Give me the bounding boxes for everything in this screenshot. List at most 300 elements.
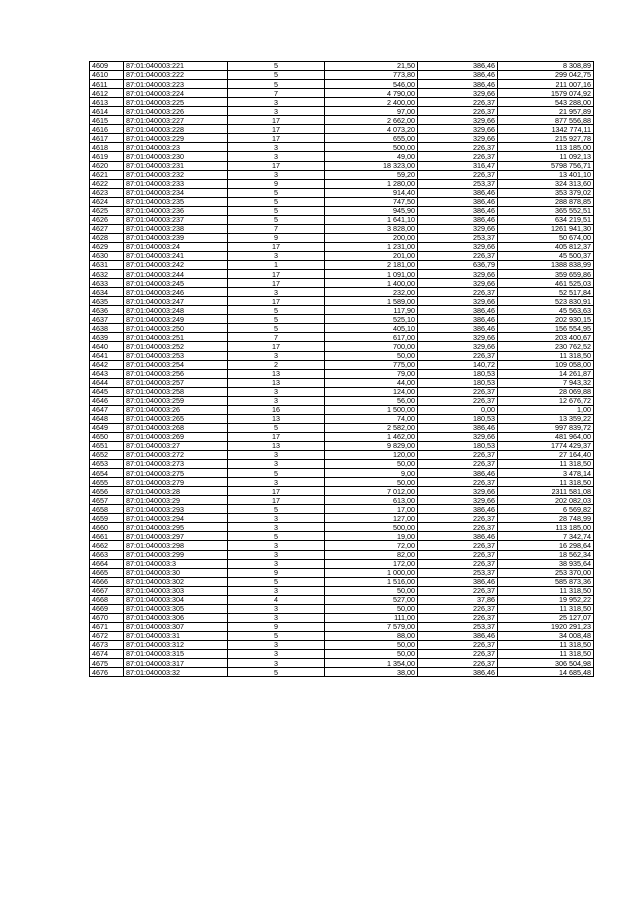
area-value: 50,00: [325, 586, 418, 595]
row-number: 4664: [90, 559, 124, 568]
area-value: 49,00: [325, 152, 418, 161]
cadastral-number: 87:01:040003:242: [124, 261, 228, 270]
table-row: [90, 396, 594, 405]
cadastral-number: 87:01:040003:236: [124, 206, 228, 215]
specific-value: 316,47: [418, 161, 498, 170]
area-value: 1 231,00: [325, 242, 418, 251]
specific-value: 180,53: [418, 441, 498, 450]
cadastral-value: 11 318,50: [498, 586, 594, 595]
table-row: [90, 324, 594, 333]
row-number: 4610: [90, 71, 124, 80]
table-row: [90, 197, 594, 206]
cadastral-number: 87:01:040003:230: [124, 152, 228, 161]
row-number: 4655: [90, 478, 124, 487]
specific-value: 226,37: [418, 107, 498, 116]
cadastral-number: 87:01:040003:23: [124, 143, 228, 152]
specific-value: 226,37: [418, 288, 498, 297]
specific-value: 636,79: [418, 261, 498, 270]
specific-value: 329,66: [418, 125, 498, 134]
table-row: [90, 577, 594, 586]
table-row: [90, 514, 594, 523]
area-value: 773,80: [325, 71, 418, 80]
class-code: 5: [228, 188, 325, 197]
class-code: 5: [228, 71, 325, 80]
row-number: 4646: [90, 396, 124, 405]
class-code: 5: [228, 324, 325, 333]
cadastral-value: 19 952,22: [498, 595, 594, 604]
class-code: 13: [228, 369, 325, 378]
cadastral-number: 87:01:040003:303: [124, 586, 228, 595]
area-value: 500,00: [325, 143, 418, 152]
table-row: [90, 469, 594, 478]
row-number: 4645: [90, 387, 124, 396]
cadastral-value: 13 359,22: [498, 414, 594, 423]
specific-value: 386,46: [418, 206, 498, 215]
cadastral-number: 87:01:040003:254: [124, 360, 228, 369]
cadastral-value: 18 562,34: [498, 550, 594, 559]
class-code: 5: [228, 197, 325, 206]
cadastral-number: 87:01:040003:294: [124, 514, 228, 523]
cadastral-value: 1388 838,99: [498, 261, 594, 270]
cadastral-number: 87:01:040003:249: [124, 315, 228, 324]
class-code: 17: [228, 342, 325, 351]
specific-value: 226,37: [418, 613, 498, 622]
area-value: 2 662,00: [325, 116, 418, 125]
cadastral-value: 877 556,88: [498, 116, 594, 125]
row-number: 4634: [90, 288, 124, 297]
area-value: 945,90: [325, 206, 418, 215]
cadastral-value: 365 552,51: [498, 206, 594, 215]
table-row: [90, 369, 594, 378]
class-code: 3: [228, 650, 325, 659]
cadastral-value: 202 930,15: [498, 315, 594, 324]
table-row: [90, 89, 594, 98]
area-value: 172,00: [325, 559, 418, 568]
area-value: 74,00: [325, 414, 418, 423]
cadastral-number: 87:01:040003:26: [124, 405, 228, 414]
row-number: 4614: [90, 107, 124, 116]
specific-value: 253,37: [418, 179, 498, 188]
row-number: 4621: [90, 170, 124, 179]
table-row: [90, 251, 594, 260]
row-number: 4672: [90, 631, 124, 640]
table-row: [90, 568, 594, 577]
cadastral-number: 87:01:040003:245: [124, 279, 228, 288]
table-row: [90, 206, 594, 215]
row-number: 4650: [90, 432, 124, 441]
specific-value: 226,37: [418, 559, 498, 568]
row-number: 4663: [90, 550, 124, 559]
specific-value: 180,53: [418, 369, 498, 378]
cadastral-value: 13 401,10: [498, 170, 594, 179]
specific-value: 386,46: [418, 577, 498, 586]
cadastral-value: 1920 291,23: [498, 622, 594, 631]
class-code: 3: [228, 613, 325, 622]
class-code: 3: [228, 170, 325, 179]
row-number: 4633: [90, 279, 124, 288]
cadastral-number: 87:01:040003:228: [124, 125, 228, 134]
table-row: [90, 261, 594, 270]
specific-value: 386,46: [418, 80, 498, 89]
table-row: [90, 215, 594, 224]
specific-value: 329,66: [418, 224, 498, 233]
cadastral-value: 353 379,02: [498, 188, 594, 197]
cadastral-number: 87:01:040003:231: [124, 161, 228, 170]
table-row: [90, 342, 594, 351]
class-code: 1: [228, 261, 325, 270]
cadastral-value: 997 839,72: [498, 423, 594, 432]
area-value: 50,00: [325, 604, 418, 613]
cadastral-value: 230 762,52: [498, 342, 594, 351]
table-row: [90, 460, 594, 469]
row-number: 4661: [90, 532, 124, 541]
cadastral-number: 87:01:040003:229: [124, 134, 228, 143]
class-code: 3: [228, 460, 325, 469]
cadastral-number: 87:01:040003:272: [124, 451, 228, 460]
cadastral-value: 324 313,60: [498, 179, 594, 188]
class-code: 3: [228, 251, 325, 260]
row-number: 4676: [90, 668, 124, 677]
area-value: 82,00: [325, 550, 418, 559]
specific-value: 329,66: [418, 487, 498, 496]
row-number: 4670: [90, 613, 124, 622]
specific-value: 329,66: [418, 496, 498, 505]
row-number: 4626: [90, 215, 124, 224]
cadastral-value: 1,00: [498, 405, 594, 414]
cadastral-value: 28 748,99: [498, 514, 594, 523]
row-number: 4628: [90, 233, 124, 242]
row-number: 4636: [90, 306, 124, 315]
class-code: 3: [228, 523, 325, 532]
table-row: [90, 496, 594, 505]
cadastral-number: 87:01:040003:30: [124, 568, 228, 577]
class-code: 4: [228, 595, 325, 604]
specific-value: 140,72: [418, 360, 498, 369]
cadastral-number: 87:01:040003:32: [124, 668, 228, 677]
row-number: 4616: [90, 125, 124, 134]
row-number: 4660: [90, 523, 124, 532]
row-number: 4629: [90, 242, 124, 251]
specific-value: 386,46: [418, 469, 498, 478]
specific-value: 226,37: [418, 586, 498, 595]
table-row: [90, 80, 594, 89]
cadastral-number: 87:01:040003:27: [124, 441, 228, 450]
cadastral-value: 11 318,50: [498, 641, 594, 650]
cadastral-value: 1579 074,92: [498, 89, 594, 98]
specific-value: 180,53: [418, 414, 498, 423]
cadastral-number: 87:01:040003:305: [124, 604, 228, 613]
area-value: 747,50: [325, 197, 418, 206]
cadastral-value: 306 504,98: [498, 659, 594, 668]
cadastral-number: 87:01:040003:317: [124, 659, 228, 668]
cadastral-value: 5798 756,71: [498, 161, 594, 170]
cadastral-value: 52 517,84: [498, 288, 594, 297]
cadastral-value: 27 164,40: [498, 451, 594, 460]
cadastral-number: 87:01:040003:306: [124, 613, 228, 622]
table-row: [90, 179, 594, 188]
cadastral-number: 87:01:040003:24: [124, 242, 228, 251]
cadastral-value: 1774 429,37: [498, 441, 594, 450]
cadastral-value: 45 563,63: [498, 306, 594, 315]
cadastral-value: 11 318,50: [498, 351, 594, 360]
row-number: 4644: [90, 378, 124, 387]
cadastral-value: 1342 774,11: [498, 125, 594, 134]
cadastral-value: 11 318,50: [498, 604, 594, 613]
specific-value: 226,37: [418, 523, 498, 532]
cadastral-number: 87:01:040003:233: [124, 179, 228, 188]
table-row: [90, 659, 594, 668]
row-number: 4620: [90, 161, 124, 170]
row-number: 4642: [90, 360, 124, 369]
cadastral-number: 87:01:040003:232: [124, 170, 228, 179]
area-value: 525,10: [325, 315, 418, 324]
table-row: [90, 668, 594, 677]
cadastral-number: 87:01:040003:295: [124, 523, 228, 532]
cadastral-number: 87:01:040003:297: [124, 532, 228, 541]
area-value: 56,00: [325, 396, 418, 405]
cadastral-value: 16 298,64: [498, 541, 594, 550]
table-row: [90, 541, 594, 550]
cadastral-value: 359 659,86: [498, 270, 594, 279]
cadastral-number: 87:01:040003:234: [124, 188, 228, 197]
cadastral-value: 25 127,07: [498, 613, 594, 622]
row-number: 4623: [90, 188, 124, 197]
cadastral-number: 87:01:040003:293: [124, 505, 228, 514]
table-row: [90, 478, 594, 487]
cadastral-value: 11 318,50: [498, 650, 594, 659]
table-row: [90, 188, 594, 197]
cadastral-number: 87:01:040003:259: [124, 396, 228, 405]
class-code: 5: [228, 532, 325, 541]
cadastral-value: 8 308,89: [498, 62, 594, 71]
cadastral-number: 87:01:040003:252: [124, 342, 228, 351]
row-number: 4651: [90, 441, 124, 450]
table-row: [90, 613, 594, 622]
cadastral-number: 87:01:040003:28: [124, 487, 228, 496]
specific-value: 386,46: [418, 631, 498, 640]
specific-value: 226,37: [418, 152, 498, 161]
row-number: 4643: [90, 369, 124, 378]
specific-value: 226,37: [418, 650, 498, 659]
specific-value: 386,46: [418, 315, 498, 324]
cadastral-value: 1261 941,30: [498, 224, 594, 233]
cadastral-number: 87:01:040003:221: [124, 62, 228, 71]
table-row: [90, 315, 594, 324]
table-row: [90, 297, 594, 306]
area-value: 613,00: [325, 496, 418, 505]
cadastral-value-table: [89, 61, 594, 677]
cadastral-number: 87:01:040003:223: [124, 80, 228, 89]
class-code: 3: [228, 152, 325, 161]
cadastral-number: 87:01:040003:241: [124, 251, 228, 260]
cadastral-number: 87:01:040003:227: [124, 116, 228, 125]
class-code: 3: [228, 351, 325, 360]
cadastral-number: 87:01:040003:244: [124, 270, 228, 279]
area-value: 617,00: [325, 333, 418, 342]
table-row: [90, 631, 594, 640]
specific-value: 226,37: [418, 460, 498, 469]
row-number: 4619: [90, 152, 124, 161]
class-code: 3: [228, 604, 325, 613]
specific-value: 329,66: [418, 297, 498, 306]
class-code: 9: [228, 179, 325, 188]
row-number: 4673: [90, 641, 124, 650]
area-value: 59,20: [325, 170, 418, 179]
row-number: 4635: [90, 297, 124, 306]
table-row: [90, 107, 594, 116]
class-code: 17: [228, 242, 325, 251]
cadastral-number: 87:01:040003:248: [124, 306, 228, 315]
table-row: [90, 595, 594, 604]
cadastral-number: 87:01:040003:251: [124, 333, 228, 342]
specific-value: 226,37: [418, 550, 498, 559]
class-code: 3: [228, 143, 325, 152]
table-row: [90, 125, 594, 134]
class-code: 3: [228, 550, 325, 559]
cadastral-number: 87:01:040003:235: [124, 197, 228, 206]
cadastral-number: 87:01:040003:238: [124, 224, 228, 233]
specific-value: 226,37: [418, 659, 498, 668]
cadastral-value: 14 685,48: [498, 668, 594, 677]
cadastral-value: 543 288,00: [498, 98, 594, 107]
area-value: 1 516,00: [325, 577, 418, 586]
specific-value: 329,66: [418, 270, 498, 279]
table-row: [90, 559, 594, 568]
class-code: 5: [228, 62, 325, 71]
row-number: 4653: [90, 460, 124, 469]
class-code: 3: [228, 659, 325, 668]
row-number: 4641: [90, 351, 124, 360]
table-row: [90, 523, 594, 532]
row-number: 4640: [90, 342, 124, 351]
cadastral-value: 7 943,32: [498, 378, 594, 387]
row-number: 4658: [90, 505, 124, 514]
specific-value: 329,66: [418, 279, 498, 288]
specific-value: 0,00: [418, 405, 498, 414]
specific-value: 253,37: [418, 233, 498, 242]
class-code: 3: [228, 396, 325, 405]
specific-value: 386,46: [418, 306, 498, 315]
area-value: 200,00: [325, 233, 418, 242]
cadastral-value: 585 873,36: [498, 577, 594, 586]
table-row: [90, 622, 594, 631]
area-value: 88,00: [325, 631, 418, 640]
cadastral-number: 87:01:040003:250: [124, 324, 228, 333]
table-row: [90, 116, 594, 125]
row-number: 4654: [90, 469, 124, 478]
class-code: 9: [228, 233, 325, 242]
class-code: 5: [228, 423, 325, 432]
cadastral-number: 87:01:040003:258: [124, 387, 228, 396]
cadastral-number: 87:01:040003:253: [124, 351, 228, 360]
specific-value: 226,37: [418, 641, 498, 650]
class-code: 3: [228, 387, 325, 396]
cadastral-number: 87:01:040003:237: [124, 215, 228, 224]
area-value: 1 000,00: [325, 568, 418, 577]
table-row: [90, 451, 594, 460]
class-code: 3: [228, 559, 325, 568]
table-row: [90, 505, 594, 514]
area-value: 232,00: [325, 288, 418, 297]
cadastral-number: 87:01:040003:257: [124, 378, 228, 387]
row-number: 4631: [90, 261, 124, 270]
class-code: 17: [228, 487, 325, 496]
table-row: [90, 586, 594, 595]
cadastral-number: 87:01:040003:269: [124, 432, 228, 441]
class-code: 3: [228, 98, 325, 107]
cadastral-number: 87:01:040003:312: [124, 641, 228, 650]
class-code: 7: [228, 333, 325, 342]
specific-value: 226,37: [418, 143, 498, 152]
row-number: 4638: [90, 324, 124, 333]
area-value: 1 500,00: [325, 405, 418, 414]
specific-value: 226,37: [418, 387, 498, 396]
row-number: 4615: [90, 116, 124, 125]
cadastral-value: 288 878,85: [498, 197, 594, 206]
table-row: [90, 405, 594, 414]
area-value: 50,00: [325, 650, 418, 659]
area-value: 127,00: [325, 514, 418, 523]
cadastral-value: 28 069,88: [498, 387, 594, 396]
cadastral-value: 11 092,13: [498, 152, 594, 161]
specific-value: 329,66: [418, 134, 498, 143]
table-row: [90, 387, 594, 396]
cadastral-value: 45 500,37: [498, 251, 594, 260]
class-code: 17: [228, 125, 325, 134]
class-code: 9: [228, 568, 325, 577]
cadastral-value: 7 342,74: [498, 532, 594, 541]
table-row: [90, 550, 594, 559]
table-row: [90, 161, 594, 170]
cadastral-number: 87:01:040003:225: [124, 98, 228, 107]
class-code: 3: [228, 586, 325, 595]
cadastral-number: 87:01:040003:246: [124, 288, 228, 297]
row-number: 4630: [90, 251, 124, 260]
specific-value: 386,46: [418, 324, 498, 333]
specific-value: 180,53: [418, 378, 498, 387]
cadastral-value: 202 082,03: [498, 496, 594, 505]
table-row: [90, 532, 594, 541]
area-value: 700,00: [325, 342, 418, 351]
class-code: 17: [228, 496, 325, 505]
table-row: [90, 134, 594, 143]
row-number: 4609: [90, 62, 124, 71]
area-value: 50,00: [325, 351, 418, 360]
cadastral-value: 523 830,91: [498, 297, 594, 306]
class-code: 5: [228, 315, 325, 324]
cadastral-value: 211 007,16: [498, 80, 594, 89]
area-value: 117,90: [325, 306, 418, 315]
cadastral-value: 11 318,50: [498, 478, 594, 487]
area-value: 405,10: [325, 324, 418, 333]
area-value: 2 582,00: [325, 423, 418, 432]
class-code: 3: [228, 514, 325, 523]
class-code: 3: [228, 478, 325, 487]
class-code: 7: [228, 224, 325, 233]
class-code: 17: [228, 279, 325, 288]
table-row: [90, 242, 594, 251]
cadastral-value: 113 185,00: [498, 523, 594, 532]
row-number: 4648: [90, 414, 124, 423]
table-row: [90, 423, 594, 432]
specific-value: 253,37: [418, 622, 498, 631]
row-number: 4656: [90, 487, 124, 496]
class-code: 3: [228, 541, 325, 550]
cadastral-number: 87:01:040003:279: [124, 478, 228, 487]
cadastral-value: 11 318,50: [498, 460, 594, 469]
area-value: 19,00: [325, 532, 418, 541]
table-row: [90, 71, 594, 80]
